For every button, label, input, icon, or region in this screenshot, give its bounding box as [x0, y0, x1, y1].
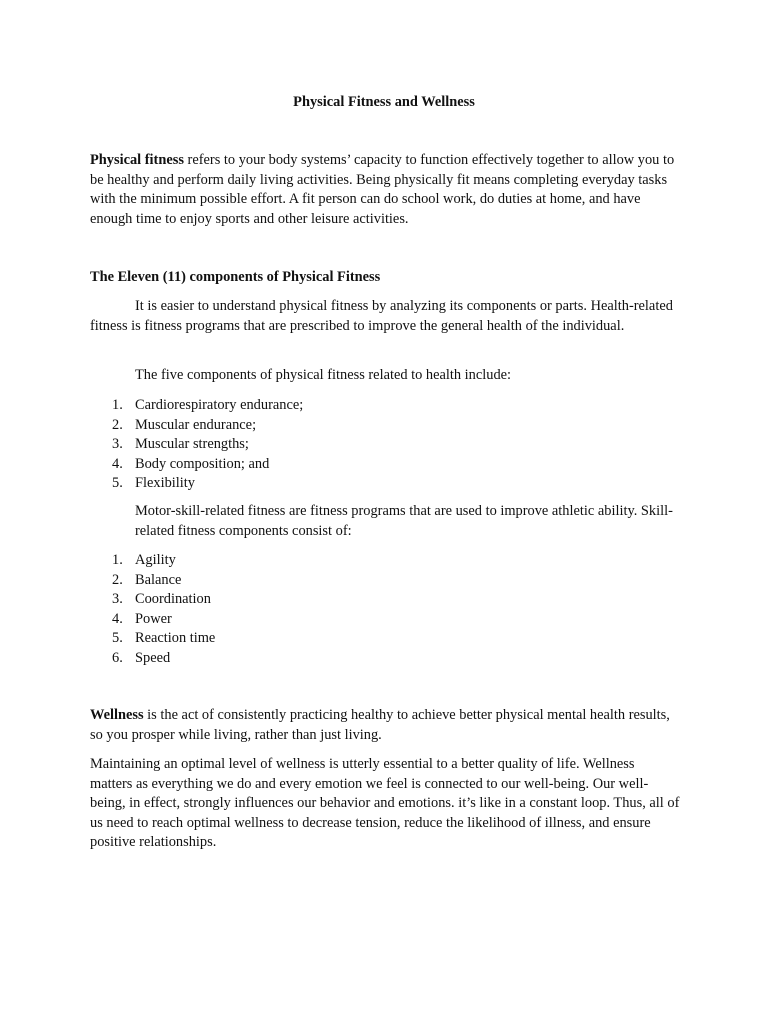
- list-number: 5.: [112, 630, 123, 646]
- document-title: Physical Fitness and Wellness: [293, 94, 475, 110]
- list-number: 5.: [112, 475, 123, 491]
- list-number: 2.: [112, 571, 123, 588]
- list-item-text: Body composition; and: [135, 455, 270, 472]
- skill-intro: Motor-skill-related fitness are fitness programs that are used to improve athletic ability. Skill-related fitness components consist of:: [135, 503, 673, 539]
- list-item-text: Muscular strengths;: [135, 436, 249, 452]
- list-item-text: Reaction time: [135, 630, 216, 646]
- list-item: [90, 649, 680, 669]
- list-item-text: Agility: [135, 552, 176, 568]
- components-intro: It is easier to understand physical fitness by analyzing its components or parts. Health-related fitness is fitness programs that are prescribed to improve the general health of the individual.: [90, 298, 673, 334]
- list-item: [90, 610, 680, 630]
- intro-text: refers to your body systems’ capacity to function effectively together to allow you to be healthy and perform daily living activities. Being physically fit means completing everyday tasks with the minimum possible effort. A fit person can do school work, do duties at home, and have enough time to enjoy sports and other leisure activities.: [90, 152, 675, 227]
- health-components-list: [90, 396, 680, 494]
- list-number: 4.: [112, 610, 123, 627]
- wellness-text: is the act of consistently practicing healthy to achieve better physical mental health results, so you prosper while living, rather than just living.: [90, 707, 670, 743]
- list-number: 3.: [112, 591, 123, 607]
- list-number: 6.: [112, 649, 123, 666]
- list-item: [90, 590, 680, 610]
- list-item: [90, 416, 680, 436]
- list-item: [90, 551, 680, 571]
- wellness-detail-paragraph: Maintaining an optimal level of wellness is utterly essential to a better quality of life. Wellness matters as everything we do and every emotion we feel is connected to our well-being. Our well-being, in effect, strongly influences our behavior and emotions. it’s like in a constant loop. Thus, all of us need to reach optimal wellness to decrease tension, reduce the likelihood of illness, and ensure positive relationships.: [90, 756, 680, 850]
- list-item: [90, 396, 680, 416]
- health-intro: The five components of physical fitness related to health include:: [135, 367, 512, 383]
- list-item-text: Balance: [135, 571, 182, 588]
- list-item-text: Cardiorespiratory endurance;: [135, 397, 304, 413]
- intro-paragraph: [90, 151, 680, 229]
- wellness-term: Wellness: [90, 707, 144, 723]
- list-item-text: Power: [135, 610, 172, 627]
- list-item: [90, 571, 680, 591]
- list-item: [90, 629, 680, 649]
- list-number: 3.: [112, 436, 123, 452]
- wellness-paragraph: [90, 706, 680, 745]
- list-item-text: Muscular endurance;: [135, 416, 257, 433]
- components-heading: The Eleven (11) components of Physical Fitness: [90, 269, 381, 285]
- list-item: [90, 474, 680, 494]
- list-item-text: Flexibility: [135, 475, 195, 491]
- list-item: [90, 455, 680, 475]
- intro-term: Physical fitness: [90, 152, 184, 168]
- list-number: 1.: [112, 397, 123, 413]
- list-item: [90, 435, 680, 455]
- list-number: 2.: [112, 416, 123, 433]
- list-number: 1.: [112, 552, 123, 568]
- list-item-text: Coordination: [135, 591, 211, 607]
- skill-components-list: [90, 551, 680, 668]
- list-item-text: Speed: [135, 649, 171, 666]
- list-number: 4.: [112, 455, 123, 472]
